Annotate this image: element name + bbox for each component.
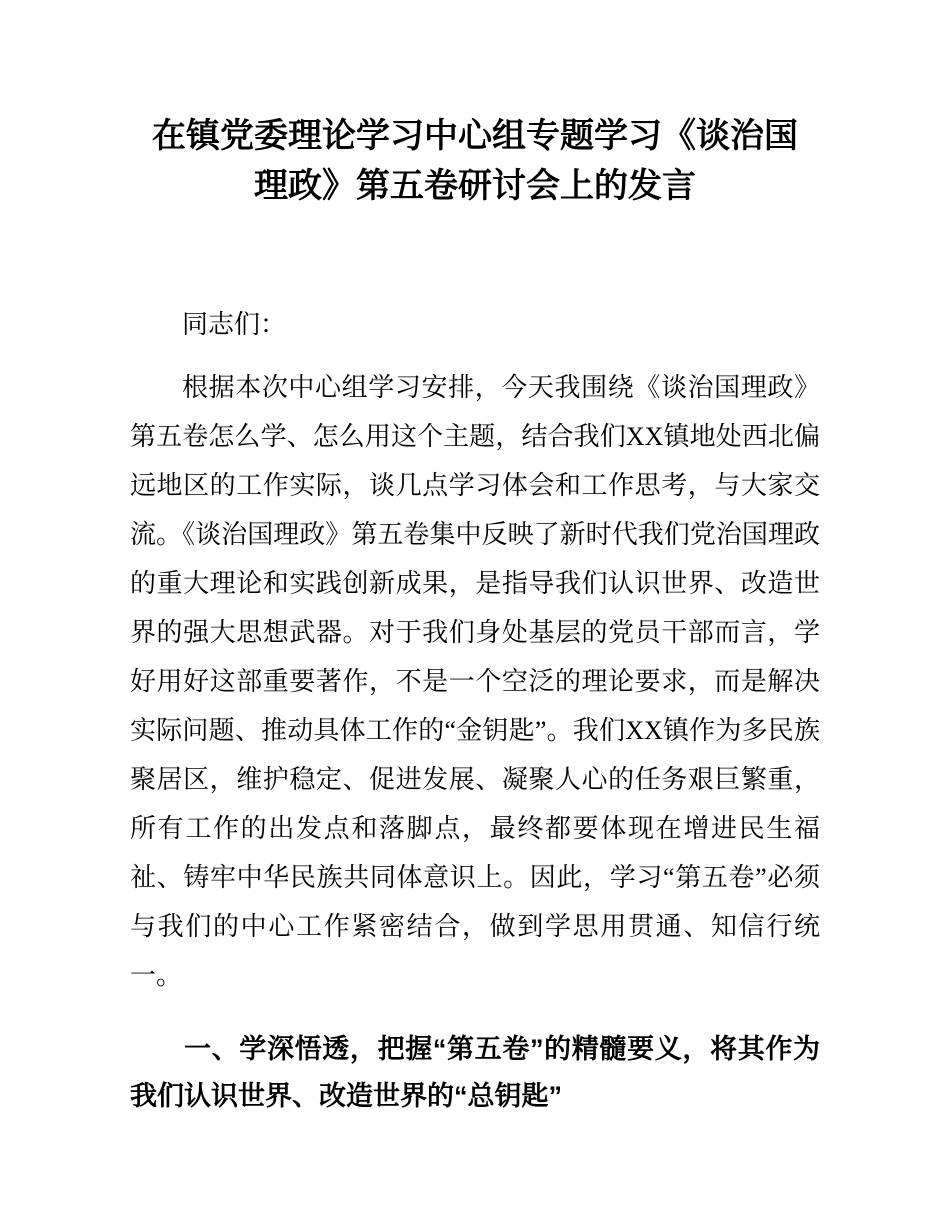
- salutation-paragraph: 同志们：: [182, 310, 287, 339]
- document-title-line-2: 理政》第五卷研讨会上的发言: [254, 168, 696, 205]
- document-body: [130, 300, 820, 1120]
- section-heading-1: 一、学深悟透，把握“第五卷”的精髓要义，将其作为我们认识世界、改造世界的“总钥匙”: [130, 1034, 820, 1111]
- introduction-paragraph: 根据本次中心组学习安排，今天我围绕《谈治国理政》第五卷怎么学、怎么用这个主题，结合我们XX镇地处西北偏远地区的工作实际，谈几点学习体会和工作思考，与大家交流。《谈治国理政》第五卷集中反映了新时代我们党治国理政的重大理论和实践创新成果，是指导我们认识世界、改造世界的强大思想武器。对于我们身处基层的党员干部而言，学好用好这部重要著作，不是一个空泛的理论要求，而是解决实际问题、推动具体工作的“金钥匙”。我们XX镇作为多民族聚居区，维护稳定、促进发展、凝聚人心的任务艰巨繁重，所有工作的出发点和落脚点，最终都要体现在增进民生福祉、铸牢中华民族共同体意识上。因此，学习“第五卷”必须与我们的中心工作紧密结合，做到学思用贯通、知信行统一。: [130, 373, 820, 990]
- document-title: [130, 112, 820, 212]
- document-title-line-1: 在镇党委理论学习中心组专题学习《谈治国: [152, 118, 798, 155]
